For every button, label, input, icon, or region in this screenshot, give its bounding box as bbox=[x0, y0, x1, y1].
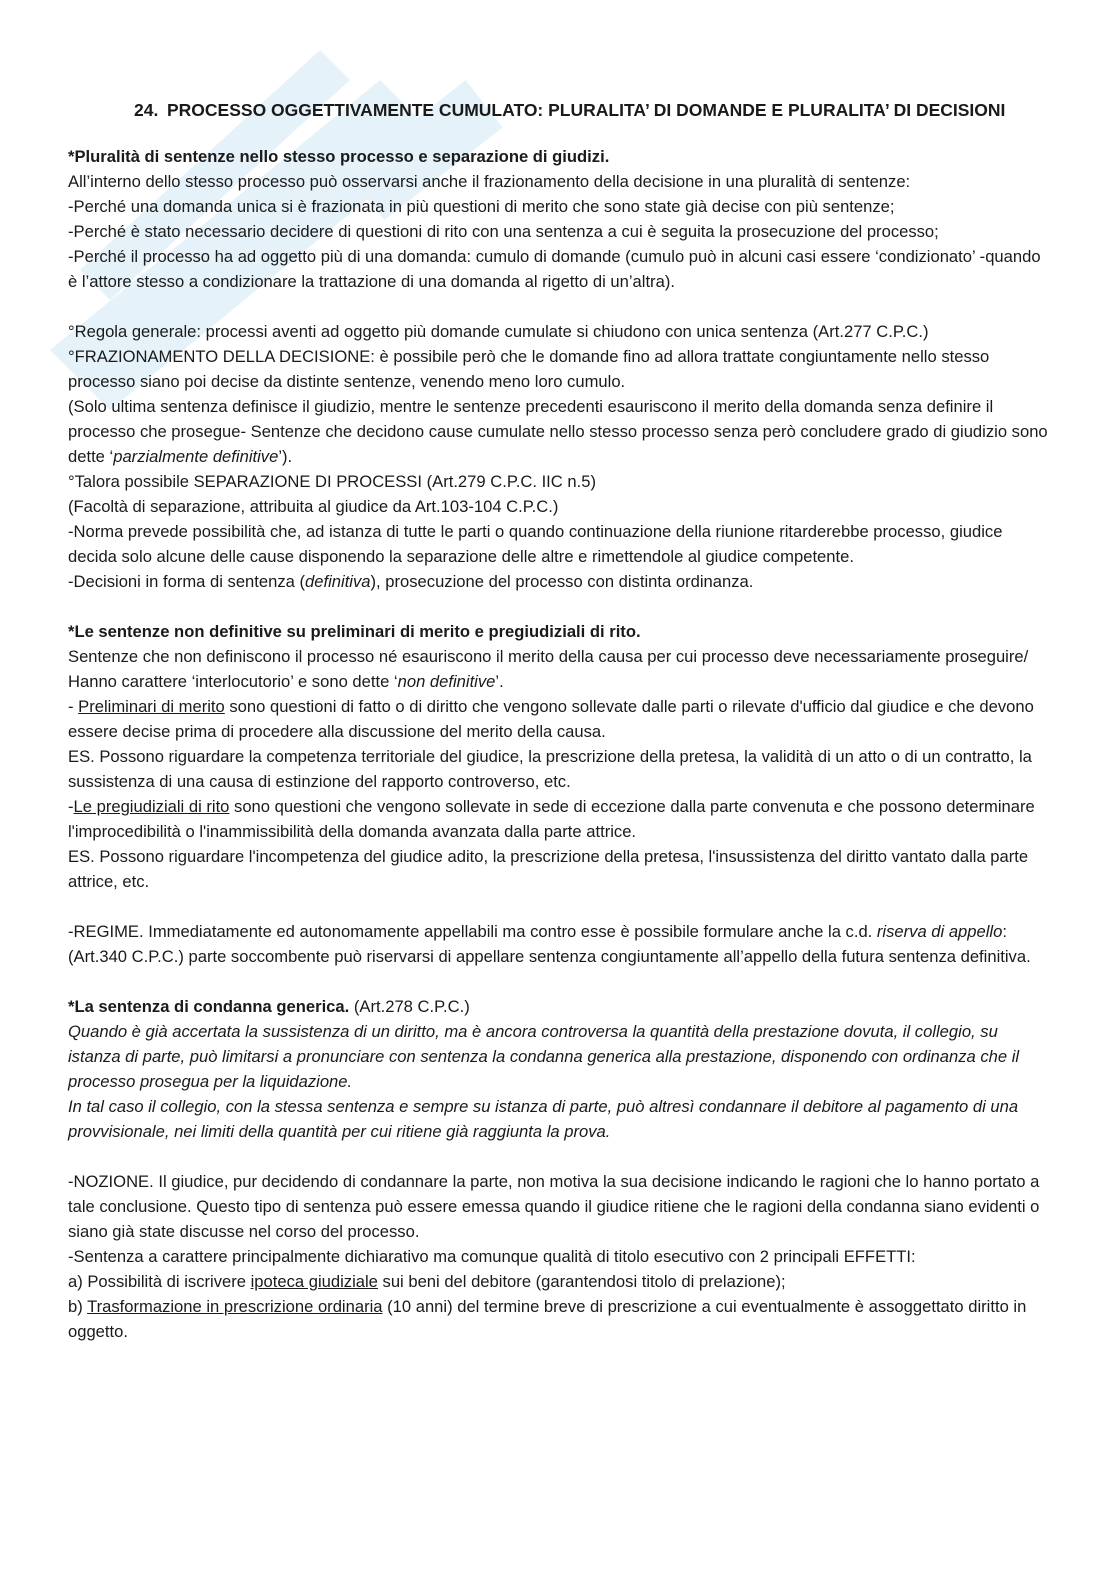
paragraph: -Sentenza a carattere principalmente dichiarativo ma comunque qualità di titolo esecutivo con 2 principali EFFETTI: bbox=[68, 1247, 916, 1266]
document-title bbox=[134, 96, 1048, 124]
section-heading-pluralita: *Pluralità di sentenze nello stesso processo e separazione di giudizi. bbox=[68, 147, 610, 166]
quoted-article: Quando è già accertata la sussistenza di un diritto, ma è ancora controversa la quantità della prestazione dovuta, il collegio, su istanza di parte, può limitarsi a pronunciare con sentenza la condanna generica alla prestazione, disponendo con ordinanza che il processo prosegua per la liquidazione. bbox=[68, 1022, 1020, 1091]
text: - bbox=[68, 697, 79, 716]
text: -REGIME. Immediatamente ed autonomamente appellabili ma contro esse è possibile formulare anche la c.d. bbox=[68, 922, 877, 941]
paragraph bbox=[68, 919, 1048, 969]
heading-text: *La sentenza di condanna generica. bbox=[68, 997, 350, 1016]
title-text: PROCESSO OGGETTIVAMENTE CUMULATO: PLURALITA’ DI DOMANDE E PLURALITA’ DI DECISIONI bbox=[167, 100, 1006, 120]
heading-reference: (Art.278 C.P.C.) bbox=[349, 997, 470, 1016]
paragraph: -Perché è stato necessario decidere di questioni di rito con una sentenza a cui è seguita la prosecuzione del processo; bbox=[68, 222, 939, 241]
underlined-text: ipoteca giudiziale bbox=[250, 1272, 378, 1291]
text: ), prosecuzione del processo con distinta ordinanza. bbox=[370, 572, 754, 591]
paragraph: °FRAZIONAMENTO DELLA DECISIONE: è possibile però che le domande fino ad allora trattate congiuntamente nello stesso processo siano poi decise da distinte sentenze, venendo meno loro cumulo. bbox=[68, 347, 990, 391]
paragraph: °Regola generale: processi aventi ad oggetto più domande cumulate si chiudono con unica sentenza (Art.277 C.P.C.) bbox=[68, 322, 929, 341]
paragraph bbox=[68, 644, 1048, 694]
italic-text: parzialmente definitive bbox=[113, 447, 279, 466]
text: ’). bbox=[278, 447, 293, 466]
paragraph: °Talora possibile SEPARAZIONE DI PROCESSI (Art.279 C.P.C. IIC n.5) bbox=[68, 472, 596, 491]
text: (Solo ultima sentenza definisce il giudizio, mentre le sentenze precedenti esauriscono il merito della domanda senza definire il processo che prosegue- Sentenze che decidono cause cumulate nello stesso processo senza però concludere grado di giudizio sono dette ‘ bbox=[68, 397, 1048, 466]
paragraph: (Facoltà di separazione, attribuita al giudice da Art.103-104 C.P.C.) bbox=[68, 497, 559, 516]
text: : (Art.340 C.P.C.) parte soccombente può riservarsi di appellare sentenza congiuntamente all’appello della futura sentenza definitiva. bbox=[68, 922, 1031, 966]
text: -Decisioni in forma di sentenza ( bbox=[68, 572, 306, 591]
paragraph: All’interno dello stesso processo può osservarsi anche il frazionamento della decisione in una pluralità di sentenze: bbox=[68, 172, 911, 191]
section-heading-condanna-generica bbox=[68, 994, 1048, 1019]
paragraph: -Norma prevede possibilità che, ad istanza di tutte le parti o quando continuazione della riunione ritarderebbe processo, giudice decida solo alcune delle cause disponendo la separazione delle altre e rimettendole al giudice competente. bbox=[68, 522, 1003, 566]
text: sono questioni di fatto o di diritto che vengono sollevate dalle parti o rilevate d'ufficio dal giudice e che devono essere decise prima di procedere alla discussione del merito della causa. bbox=[68, 697, 1034, 741]
section-heading-non-definitive: *Le sentenze non definitive su preliminari di merito e pregiudiziali di rito. bbox=[68, 622, 641, 641]
underlined-text: Preliminari di merito bbox=[78, 697, 225, 716]
paragraph bbox=[68, 394, 1048, 469]
text: sui beni del debitore (garantendosi titolo di prelazione); bbox=[377, 1272, 786, 1291]
paragraph: ES. Possono riguardare la competenza territoriale del giudice, la prescrizione della pretesa, la validità di un atto o di un contratto, la sussistenza di una causa di estinzione del rapporto controverso, etc. bbox=[68, 747, 1032, 791]
italic-text: non definitive bbox=[397, 672, 496, 691]
paragraph bbox=[68, 1269, 1048, 1294]
text: sono questioni che vengono sollevate in sede di eccezione dalla parte convenuta e che possono determinare l'improcedibilità o l'inammissibilità della domanda avanzata dalla parte attrice. bbox=[68, 797, 1035, 841]
text: Sentenze che non definiscono il processo né esauriscono il merito della causa per cui processo deve necessariamente proseguire/ Hanno carattere ‘interlocutorio’ e sono dette ‘ bbox=[68, 647, 1029, 691]
document-page bbox=[68, 96, 1048, 1344]
underlined-text: Le pregiudiziali di rito bbox=[73, 797, 230, 816]
text: (10 anni) del termine breve di prescrizione a cui eventualmente è assoggettato diritto in oggetto. bbox=[68, 1297, 1027, 1341]
paragraph bbox=[68, 794, 1048, 844]
paragraph: -NOZIONE. Il giudice, pur decidendo di condannare la parte, non motiva la sua decisione indicando le ragioni che lo hanno portato a tale conclusione. Questo tipo di sentenza può essere emessa quando il giudice ritiene che le ragioni della condanna siano evidenti o siano già state discusse nel corso del processo. bbox=[68, 1172, 1040, 1241]
title-number: 24. bbox=[134, 100, 159, 120]
paragraph: ES. Possono riguardare l'incompetenza del giudice adito, la prescrizione della pretesa, l'insussistenza del diritto vantato dalla parte attrice, etc. bbox=[68, 847, 1029, 891]
paragraph bbox=[68, 694, 1048, 744]
quoted-article: In tal caso il collegio, con la stessa sentenza e sempre su istanza di parte, può altresì condannare il debitore al pagamento di una provvisionale, nei limiti della quantità per cui ritiene già raggiunta la prova. bbox=[68, 1097, 1019, 1141]
text: ’. bbox=[495, 672, 504, 691]
italic-text: riserva di appello bbox=[876, 922, 1003, 941]
italic-text: definitiva bbox=[305, 572, 371, 591]
paragraph: -Perché una domanda unica si è frazionata in più questioni di merito che sono state già decise con più sentenze; bbox=[68, 197, 895, 216]
text: b) bbox=[68, 1297, 88, 1316]
text: - bbox=[68, 797, 74, 816]
paragraph bbox=[68, 569, 1048, 594]
paragraph bbox=[68, 1294, 1048, 1344]
underlined-text: Trasformazione in prescrizione ordinaria bbox=[87, 1297, 383, 1316]
text: a) Possibilità di iscrivere bbox=[68, 1272, 251, 1291]
paragraph: -Perché il processo ha ad oggetto più di una domanda: cumulo di domande (cumulo può in alcuni casi essere ‘condizionato’ -quando è l’attore stesso a condizionare la trattazione di una domanda al rigetto di un’altra). bbox=[68, 247, 1041, 291]
